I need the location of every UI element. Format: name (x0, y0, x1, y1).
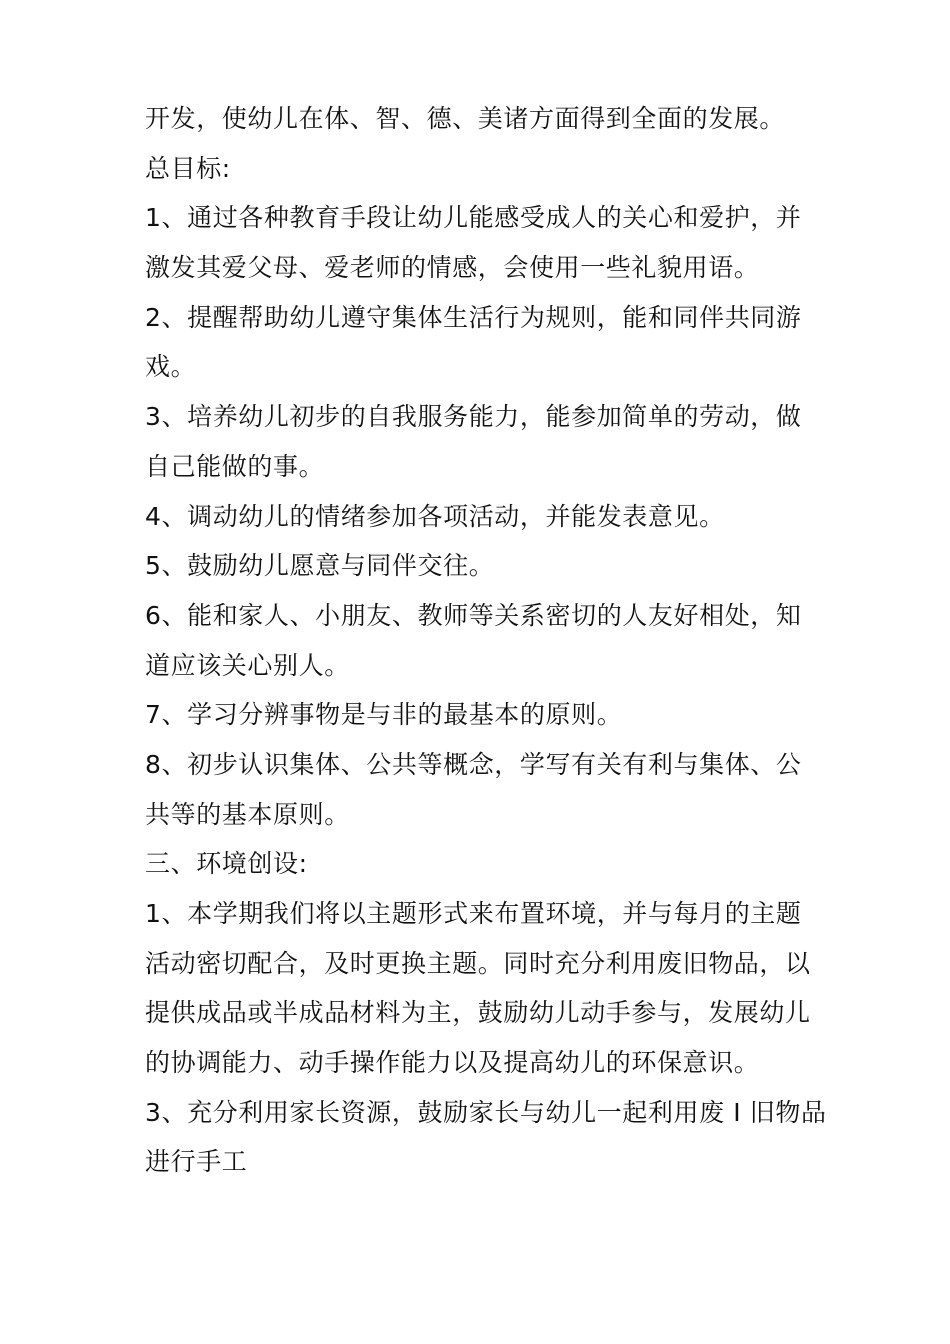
text-line: 戏。 (145, 352, 197, 382)
text-line: 激发其爱父母、爱老师的情感，会使用一些礼貌用语。 (145, 253, 760, 283)
text-line: 3、培养幼儿初步的自我服务能力，能参加简单的劳动，做 (145, 402, 802, 432)
text-line: 进行手工 (145, 1147, 248, 1177)
text-line: 的协调能力、动手操作能力以及提高幼儿的环保意识。 (145, 1048, 760, 1078)
document-body (145, 94, 827, 1187)
section-heading-general-goals: 总目标: (145, 153, 231, 183)
text-line: 8、初步认识集体、公共等概念，学写有关有利与集体、公 (145, 749, 802, 779)
text-line: 7、学习分辨事物是与非的最基本的原则。 (145, 700, 623, 730)
text-line: 自己能做的事。 (145, 451, 325, 481)
text-line: 3、充分利用家长资源，鼓励家长与幼儿一起利用废 I 旧物品 (145, 1097, 827, 1127)
text-line: 4、调动幼儿的情绪参加各项活动，并能发表意见。 (145, 501, 725, 531)
text-line: 道应该关心别人。 (145, 650, 350, 680)
section-heading-environment: 三、环境创设: (145, 849, 308, 879)
text-line: 活动密切配合，及时更换主题。同时充分利用废旧物品，以 (145, 948, 811, 978)
text-line: 共等的基本原则。 (145, 799, 350, 829)
text-line: 开发，使幼儿在体、智、德、美诸方面得到全面的发展。 (145, 104, 786, 133)
text-line: 1、本学期我们将以主题形式来布置环境，并与每月的主题 (145, 899, 802, 928)
text-line: 提供成品或半成品材料为主，鼓励幼儿动手参与，发展幼儿 (145, 998, 811, 1028)
text-line: 6、能和家人、小朋友、教师等关系密切的人友好相处，知 (145, 600, 802, 630)
text-line: 5、鼓励幼儿愿意与同伴交往。 (145, 551, 495, 581)
text-line: 1、通过各种教育手段让幼儿能感受成人的关心和爱护，并 (145, 203, 802, 233)
text-line: 2、提醒帮助幼儿遵守集体生活行为规则，能和同伴共同游 (145, 302, 802, 332)
